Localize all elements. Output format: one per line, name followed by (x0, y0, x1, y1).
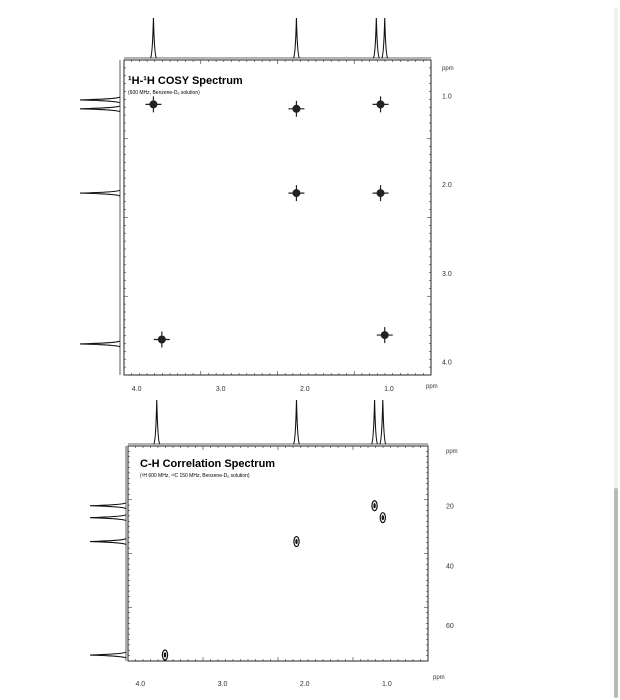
left-peak (80, 106, 120, 112)
x-tick-label: 4.0 (135, 681, 146, 688)
x-tick-label: 3.0 (215, 386, 226, 393)
y-tick-label: 4.0 (442, 359, 452, 367)
cosy-title: ¹H-¹H COSY Spectrum (128, 75, 243, 87)
y-tick-label: 2.0 (442, 182, 452, 190)
hetcor-panel (90, 400, 458, 688)
cross-peak-core (373, 503, 375, 508)
cross-peak (373, 96, 389, 112)
cosy-cross-peaks (145, 96, 392, 347)
cross-peak-core (295, 539, 297, 544)
cosy-x-tick-labels (132, 386, 394, 393)
proton-peak (150, 18, 156, 58)
cross-peak (372, 501, 377, 511)
x-tick-label: 3.0 (217, 681, 228, 688)
left-peak (90, 515, 126, 521)
x-tick-label: 2.0 (299, 386, 310, 393)
cross-peak (288, 101, 304, 117)
x-tick-label: 2.0 (299, 681, 310, 688)
cross-peak (294, 537, 299, 547)
proton-peak (293, 400, 299, 444)
cosy-subtitle: (600 MHz, Benzene-D₆ solution) (128, 90, 200, 96)
proton-peak (382, 18, 388, 58)
hetcor-cross-peaks (162, 501, 385, 660)
cross-peak (145, 96, 161, 112)
cosy-panel (80, 18, 454, 393)
y-tick-label: 40 (446, 563, 454, 571)
proton-peak (293, 18, 299, 58)
x-tick-label: 4.0 (131, 386, 142, 393)
cross-peak-core (164, 652, 166, 657)
cosy-top-projection (124, 18, 431, 58)
hetcor-title: C-H Correlation Spectrum (140, 458, 276, 470)
cross-peak (154, 332, 170, 348)
cosy-y-tick-labels (442, 93, 452, 366)
cross-peak-core (382, 515, 384, 520)
x-tick-label: 1.0 (384, 386, 394, 393)
cross-peak (377, 327, 393, 343)
cross-peak (162, 650, 167, 660)
cosy-x-unit: ppm (426, 384, 438, 390)
cross-peak (288, 185, 304, 201)
hetcor-left-projection (90, 446, 126, 661)
left-peak (80, 341, 120, 347)
y-tick-label: 60 (446, 623, 454, 631)
hetcor-y-tick-labels (446, 504, 454, 630)
hetcor-top-projection (128, 400, 428, 444)
y-tick-label: 20 (446, 503, 454, 511)
cross-peak (373, 185, 389, 201)
left-peak (90, 652, 126, 658)
left-peak (90, 503, 126, 509)
proton-peak (372, 400, 378, 444)
hetcor-y-unit: ppm (446, 449, 458, 455)
scrollbar-thumb[interactable] (614, 488, 618, 698)
y-tick-label: 1.0 (442, 93, 452, 101)
hetcor-x-tick-labels (135, 681, 391, 688)
hetcor-subtitle: (¹H 600 MHz, ¹³C 150 MHz, Benzene-D₆ solution) (140, 473, 250, 479)
hetcor-x-unit: ppm (433, 675, 445, 681)
proton-peak (380, 400, 386, 444)
left-peak (80, 97, 120, 103)
proton-peak (373, 18, 379, 58)
left-peak (80, 190, 120, 196)
y-tick-label: 3.0 (442, 270, 452, 278)
proton-peak (154, 400, 160, 444)
cosy-left-projection (80, 60, 120, 375)
cross-peak (380, 513, 385, 523)
x-tick-label: 1.0 (382, 681, 392, 688)
left-peak (90, 539, 126, 545)
cosy-y-unit: ppm (442, 66, 454, 72)
